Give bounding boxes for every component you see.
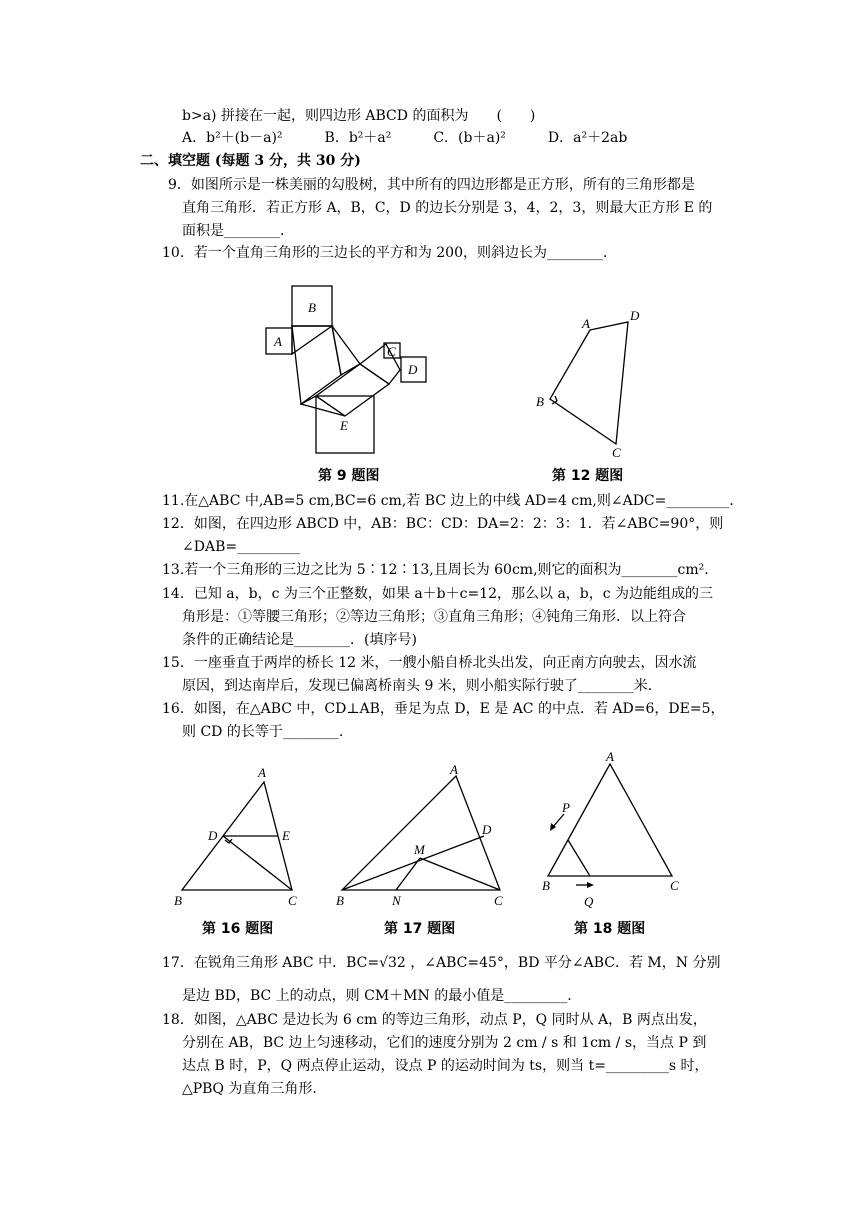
q16-line2: 则 CD 的长等于________. xyxy=(182,724,344,740)
figure-17-triangle xyxy=(330,762,520,912)
figure-18-equilateral-triangle xyxy=(530,750,690,908)
fig17-label-m: M xyxy=(414,842,425,857)
q13: 13.若一个三角形的三边之比为 5∶12∶13,且周长为 60cm,则它的面积为________cm². xyxy=(162,562,709,578)
fig18-label-b: B xyxy=(542,878,550,893)
q9-line3: 面积是________． xyxy=(182,223,294,239)
fig16-label-d: D xyxy=(208,828,218,843)
fig12-label-c: C xyxy=(612,445,621,460)
figure-16-triangle xyxy=(170,762,310,912)
fig12-label-b: B xyxy=(536,394,544,409)
fig9-label-c: C xyxy=(387,344,396,359)
fig18-label-a: A xyxy=(606,750,614,764)
fig18-label-p: P xyxy=(562,800,570,815)
fig18-label-q: Q xyxy=(584,894,594,908)
q14-line3: 条件的正确结论是________．(填序号) xyxy=(182,632,417,648)
fig9-label-e: E xyxy=(340,418,348,433)
fig9-label-a: A xyxy=(274,334,282,349)
caption-fig16: 第 16 题图 xyxy=(202,921,274,937)
q16-line1: 16．如图，在△ABC 中，CD⊥AB，垂足为点 D，E 是 AC 的中点．若 AD=6，DE=5， xyxy=(162,701,725,717)
figure-9-pythagoras-tree xyxy=(258,280,438,458)
q12-line1: 12．如图，在四边形 ABCD 中，AB：BC：CD：DA=2：2：3：1．若∠ABC=90°，则 xyxy=(162,516,724,532)
q15-line2: 原因，到达南岸后，发现已偏离桥南头 9 米，则小船实际行驶了________米． xyxy=(182,678,662,694)
q18-line2: 分别在 AB，BC 边上匀速移动，它们的速度分别为 2 cm / s 和 1cm / s，当点 P 到 xyxy=(182,1035,707,1051)
q9-line1: 9．如图所示是一株美丽的勾股树，其中所有的四边形都是正方形，所有的三角形都是 xyxy=(168,177,695,193)
section-title-fill-blank: 二、填空题 (每题 3 分，共 30 分) xyxy=(140,153,361,169)
caption-fig9: 第 9 题图 xyxy=(318,468,380,484)
fig17-label-b: B xyxy=(336,893,344,908)
fig17-label-c: C xyxy=(494,893,503,908)
fig17-label-a: A xyxy=(450,762,458,777)
q14-line1: 14．已知 a，b，c 为三个正整数，如果 a＋b＋c=12，那么以 a，b，c 为边能组成的三 xyxy=(162,586,714,602)
fig16-label-c: C xyxy=(288,893,297,908)
fig17-label-d: D xyxy=(482,822,492,837)
q9-line2: 直角三角形．若正方形 A，B，C，D 的边长分别是 3，4，2，3，则最大正方形 E 的 xyxy=(182,200,713,216)
fig17-label-n: N xyxy=(392,893,401,908)
fig18-label-c: C xyxy=(670,878,679,893)
q18-line3: 达点 B 时，P，Q 两点停止运动，设点 P 的运动时间为 ts，则当 t=_________s 时， xyxy=(182,1058,709,1074)
q15-line1: 15．一座垂直于两岸的桥长 12 米，一艘小船自桥北头出发，向正南方向驶去，因水流 xyxy=(162,655,697,671)
q8-tail-line: b>a) 拼接在一起，则四边形 ABCD 的面积为 ( ) xyxy=(182,108,536,124)
q17-line1: 17．在锐角三角形 ABC 中．BC=√32 ，∠ABC=45°，BD 平分∠ABC．若 M，N 分别 xyxy=(162,955,721,971)
caption-fig12: 第 12 题图 xyxy=(552,468,624,484)
q8-options: A．b²＋(b－a)² B．b²＋a² C．(b＋a)² D．a²＋2ab xyxy=(182,130,628,146)
q12-line2: ∠DAB=_________ xyxy=(182,539,301,555)
fig12-label-a: A xyxy=(582,316,590,331)
q14-line2: 角形是：①等腰三角形；②等边三角形；③直角三角形；④钝角三角形．以上符合 xyxy=(182,609,686,625)
figure-12-quadrilateral xyxy=(528,306,648,461)
fig16-label-a: A xyxy=(258,765,266,780)
fig16-label-b: B xyxy=(174,893,182,908)
q10: 10．若一个直角三角形的三边长的平方和为 200，则斜边长为________． xyxy=(162,245,617,261)
fig9-label-d: D xyxy=(408,362,418,377)
q17-line2: 是边 BD，BC 上的动点，则 CM＋MN 的最小值是_________. xyxy=(182,988,572,1004)
caption-fig18: 第 18 题图 xyxy=(574,921,646,937)
fig12-label-d: D xyxy=(630,308,640,323)
caption-fig17: 第 17 题图 xyxy=(384,921,456,937)
fig16-label-e: E xyxy=(282,828,290,843)
q18-line1: 18．如图，△ABC 是边长为 6 cm 的等边三角形，动点 P，Q 同时从 A，B 两点出发， xyxy=(162,1012,707,1028)
q11: 11.在△ABC 中,AB=5 cm,BC=6 cm,若 BC 边上的中线 AD=4 cm,则∠ADC=_________． xyxy=(162,493,744,509)
q18-line4: △PBQ 为直角三角形. xyxy=(182,1081,317,1097)
fig9-label-b: B xyxy=(308,300,316,315)
